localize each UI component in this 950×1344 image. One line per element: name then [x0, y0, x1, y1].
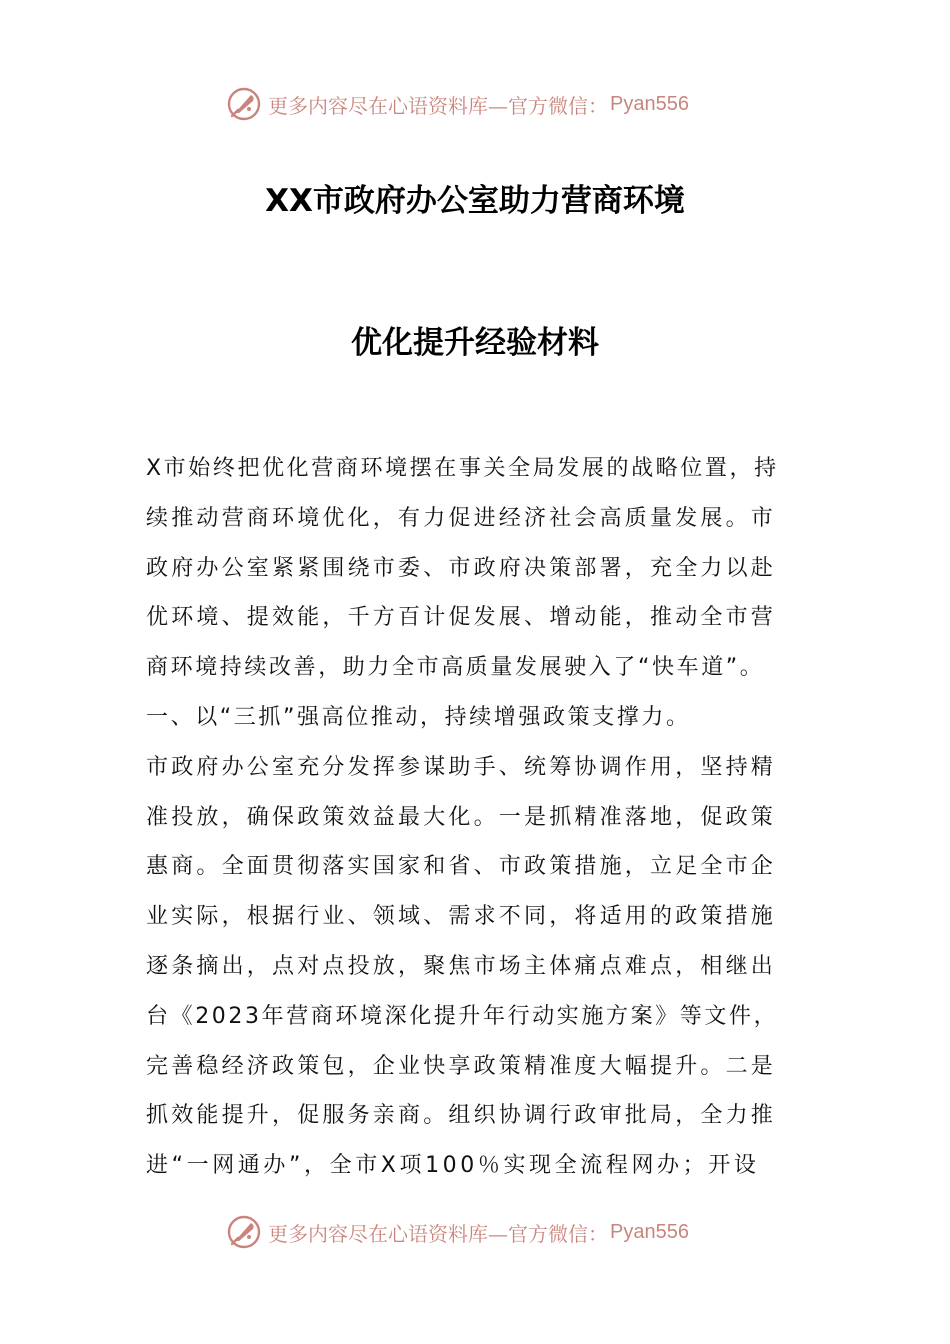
watermark-banner-top [0, 84, 950, 124]
body-line: X市始终把优化营商环境摆在事关全局发展的战略位置，持 [146, 456, 779, 481]
document-body [146, 444, 806, 1191]
section-heading: 一、以“三抓”强高位推动，持续增强政策支撑力。 [146, 704, 691, 730]
watermark-banner-bottom [0, 1212, 950, 1252]
body-line: 惠商。全面贯彻落实国家和省、市政策措施，立足全市企 [146, 854, 777, 880]
body-line: 逐条摘出，点对点投放，聚焦市场主体痛点难点，相继出 [146, 953, 777, 979]
body-line: 完善稳经济政策包，企业快享政策精准度大幅提升。二是 [146, 1053, 777, 1079]
quill-pen-logo-icon [226, 86, 262, 122]
quill-pen-logo-icon [226, 1214, 262, 1250]
body-line: 准投放，确保政策效益最大化。一是抓精准落地，促政策 [146, 804, 777, 830]
watermark-text: 更多内容尽在心语资料库—官方微信： [268, 1221, 608, 1246]
body-line: 进“一网通办”，全市X项100％实现全流程网办；开设 [146, 1153, 760, 1179]
body-line: 台《2023年营商环境深化提升年行动实施方案》等文件， [146, 1003, 779, 1029]
document-title-line-2: 优化提升经验材料 [351, 325, 599, 361]
body-line: 优环境、提效能，千方百计促发展、增动能，推动全市营 [146, 605, 777, 631]
body-line: 商环境持续改善，助力全市高质量发展驶入了“快车道”。 [146, 655, 765, 681]
body-line: 业实际，根据行业、领域、需求不同，将适用的政策措施 [146, 904, 777, 930]
watermark-wechat-id: Pyan556 [610, 1220, 689, 1243]
body-line: 续推动营商环境优化，有力促进经济社会高质量发展。市 [146, 505, 777, 531]
document-title-line-1: XX市政府办公室助力营商环境 [265, 183, 685, 219]
body-line: 抓效能提升，促服务亲商。组织协调行政审批局，全力推 [146, 1103, 777, 1129]
body-line: 政府办公室紧紧围绕市委、市政府决策部署，充全力以赴 [146, 555, 777, 581]
watermark-text: 更多内容尽在心语资料库—官方微信： [268, 93, 608, 118]
watermark-wechat-id: Pyan556 [610, 92, 689, 115]
body-line: 市政府办公室充分发挥参谋助手、统筹协调作用，坚持精 [146, 754, 777, 780]
